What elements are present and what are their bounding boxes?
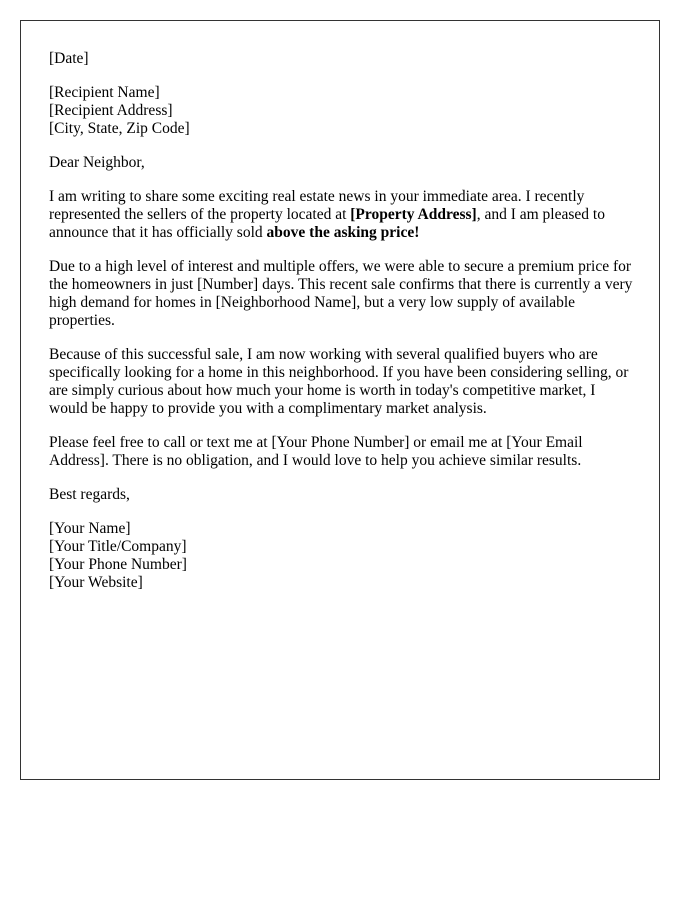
signature-website: [Your Website] xyxy=(49,574,143,591)
property-address-highlight: [Property Address] xyxy=(350,206,477,223)
salutation: Dear Neighbor, xyxy=(49,154,145,171)
recipient-city-state-zip: [City, State, Zip Code] xyxy=(49,120,190,137)
recipient-address: [Recipient Address] xyxy=(49,102,173,119)
signature-phone: [Your Phone Number] xyxy=(49,556,187,573)
signature-block xyxy=(49,520,637,592)
letter-page xyxy=(20,20,660,780)
letter-date: [Date] xyxy=(49,50,89,67)
above-asking-highlight: above the asking price! xyxy=(266,224,420,241)
paragraph-sale-news-text-b: , and I am pleased to announce that it has officially sold xyxy=(49,206,605,241)
paragraph-demand: Due to a high level of interest and multiple offers, we were able to secure a premium price for the homeowners in just [Number] days. This recent sale confirms that there is currently a very high demand for homes in [Neighborhood Name], but a very low supply of available properties. xyxy=(49,258,633,329)
recipient-block xyxy=(49,84,637,138)
letter-body xyxy=(49,50,637,592)
recipient-name: [Recipient Name] xyxy=(49,84,160,101)
paragraph-sale-news-text-a: I am writing to share some exciting real estate news in your immediate area. I recently represented the sellers of the property located at xyxy=(49,188,585,223)
date-block xyxy=(49,50,637,68)
closing: Best regards, xyxy=(49,486,130,503)
signature-name: [Your Name] xyxy=(49,520,131,537)
paragraph-sale-news xyxy=(49,188,637,242)
paragraph-contact: Please feel free to call or text me at [Your Phone Number] or email me at [Your Email Address]. There is no obligation, and I would love to help you achieve similar results. xyxy=(49,434,583,469)
paragraph-buyers: Because of this successful sale, I am now working with several qualified buyers who are specifically looking for a home in this neighborhood. If you have been considering selling, or are simply curious about how much your home is worth in today's competitive market, I would be happy to provide you with a complimentary market analysis. xyxy=(49,346,629,417)
signature-title-company: [Your Title/Company] xyxy=(49,538,187,555)
